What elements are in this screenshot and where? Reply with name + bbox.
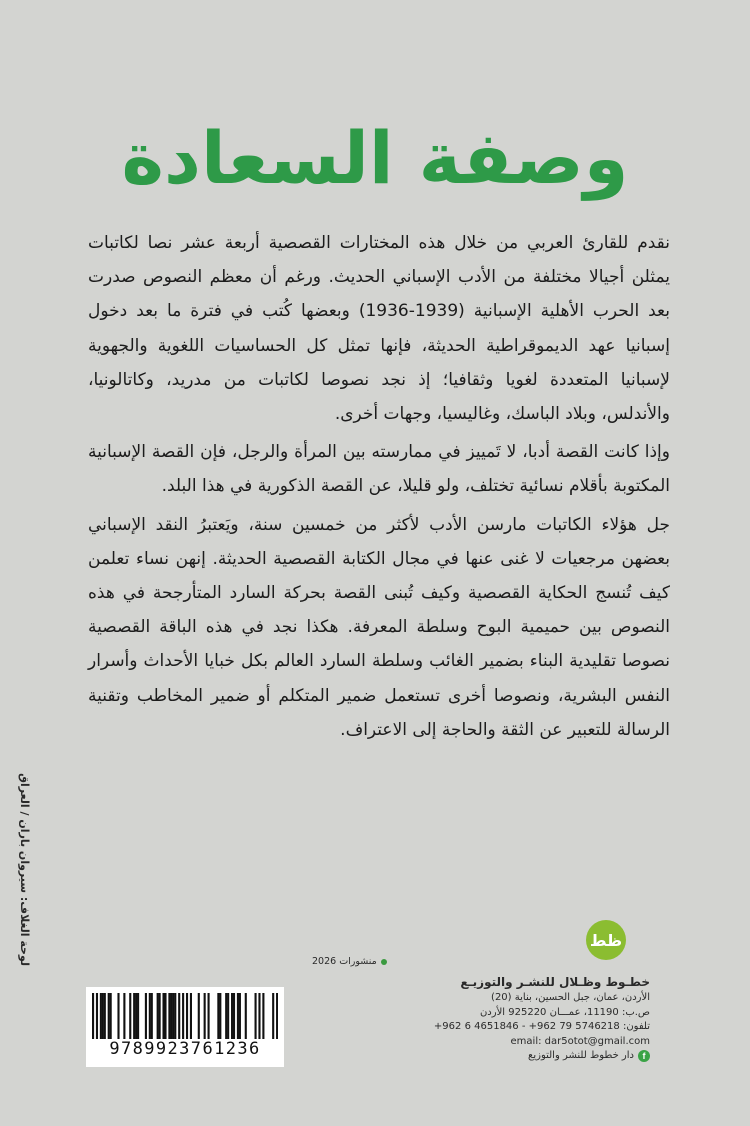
barcode-bar <box>258 993 260 1039</box>
barcode-bar <box>164 993 166 1039</box>
barcode-bar <box>170 993 172 1039</box>
barcode-bar <box>157 993 159 1039</box>
imprint-label: منشورات 2026 <box>312 956 377 967</box>
barcode-bar <box>237 993 239 1039</box>
barcode-bar <box>272 993 274 1039</box>
barcode-bar <box>168 993 170 1039</box>
blurb-paragraph: وإذا كانت القصة أدبا، لا تَمييز في ممارسته بين المرأة والرجل، فإن القصة الإسبانية المكتوبة بأقلام نسائية تختلف، ولو قليلا، عن القصة الذكورية في هذا البلد. <box>88 442 670 497</box>
barcode-bar <box>137 993 139 1039</box>
barcode-bar <box>227 993 229 1039</box>
blurb <box>88 226 670 747</box>
barcode-bar <box>145 993 147 1039</box>
publisher-pobox: ص.ب: 11190، عمـــان 925220 الأردن <box>479 1006 650 1018</box>
barcode-bar <box>149 993 151 1039</box>
barcode-bar <box>245 993 247 1039</box>
barcode-graphic <box>92 993 278 1041</box>
isbn-barcode <box>86 987 284 1067</box>
barcode-bar <box>182 993 184 1039</box>
barcode-bar <box>190 993 192 1039</box>
barcode-bar <box>186 993 188 1039</box>
barcode-bar <box>151 993 153 1039</box>
barcode-bar <box>239 993 241 1039</box>
barcode-bar <box>96 993 98 1039</box>
barcode-bar <box>276 993 278 1039</box>
barcode-bar <box>110 993 112 1039</box>
barcode-bar <box>123 993 125 1039</box>
barcode-bar <box>108 993 110 1039</box>
barcode-bar <box>198 993 200 1039</box>
barcode-bar <box>104 993 106 1039</box>
publisher-name: خطـوط وظـلال للنشـر والتوزيـع <box>460 975 650 989</box>
publisher-facebook <box>428 1049 650 1064</box>
barcode-bar <box>100 993 102 1039</box>
publisher-facebook-label: دار خطوط للنشر والتوزيع <box>528 1050 634 1061</box>
blurb-paragraph: جل هؤلاء الكاتبات مارسن الأدب لأكثر من خمسين سنة، ويَعتبرُ النقد الإسباني بعضهن مرجعيات لا غنى عنها في مجال الكتابة القصصية الحديثة. إنهن نساء تعلمن كيف تُنسج الحكاية القصصية وكيف تُبنى القصة بحركة السارد المتأرجحة في هذه النصوص بين حميمية البوح وسلطة المعرفة. هكذا نجد في هذه الباقة القصصية نصوصا تقليدية البناء بضمير الغائب وسلطة السارد العالم بكل خبايا الأحداث وأسرار النفس البشرية، ونصوصا أخرى تستعمل ضمير المتكلم أو ضمير المخاطب وتقنية الرسالة للتعبير عن الثقة والحاجة إلى الاعتراف. <box>88 514 670 740</box>
imprint <box>312 956 387 967</box>
barcode-bar <box>129 993 131 1039</box>
barcode-bar <box>208 993 210 1039</box>
book-title: وصفة السعادة <box>121 116 629 200</box>
barcode-bar <box>117 993 119 1039</box>
barcode-bar <box>135 993 137 1039</box>
barcode-bar <box>92 993 94 1039</box>
barcode-bar <box>162 993 164 1039</box>
facebook-icon: f <box>638 1050 650 1062</box>
cover-art-credit: لوحة الغلاف: سيروان باران / العراق <box>18 773 31 966</box>
barcode-bar <box>255 993 257 1039</box>
barcode-bar <box>102 993 104 1039</box>
barcode-bar <box>178 993 180 1039</box>
bullet-dot-icon <box>381 959 387 965</box>
publisher-email: email: dar5otot@gmail.com <box>510 1035 650 1047</box>
barcode-bar <box>174 993 176 1039</box>
barcode-bar <box>133 993 135 1039</box>
barcode-bar <box>219 993 221 1039</box>
barcode-bar <box>217 993 219 1039</box>
barcode-bar <box>172 993 174 1039</box>
blurb-paragraph: نقدم للقارئ العربي من خلال هذه المختارات القصصية أربعة عشر نصا لكاتبات يمثلن أجيالا مختلفة من الأدب الإسباني الحديث. ورغم أن معظم النصوص صدرت بعد الحرب الأهلية الإسبانية (1939-1936) وبعضها كُتب في فترة ما بعد دخول إسبانيا عهد الديموقراطية الحديثة، فإنها تمثل كل الحساسيات اللغوية والجهوية لإسبانيا المتعددة لغويا وثقافيا؛ إذ نجد نصوصا لكاتبات من مدريد، وكاتالونيا، والأندلس، وبلاد الباسك، وغاليسيا، وجهات أخرى. <box>88 233 670 425</box>
barcode-bar <box>225 993 227 1039</box>
isbn-number: 9789923761236 <box>109 1039 261 1059</box>
barcode-bar <box>262 993 264 1039</box>
barcode-bar <box>233 993 235 1039</box>
publisher-address: الأردن، عمان، جبل الحسين، بناية (20) <box>491 992 650 1003</box>
publisher-logo-icon: ظط <box>586 920 626 960</box>
publisher-phones: تلفون: 5746218 79 962+ - 4651846 6 962+ <box>433 1021 650 1032</box>
barcode-bar <box>204 993 206 1039</box>
barcode-bar <box>231 993 233 1039</box>
barcode-bar <box>159 993 161 1039</box>
publisher-info <box>428 973 650 1064</box>
